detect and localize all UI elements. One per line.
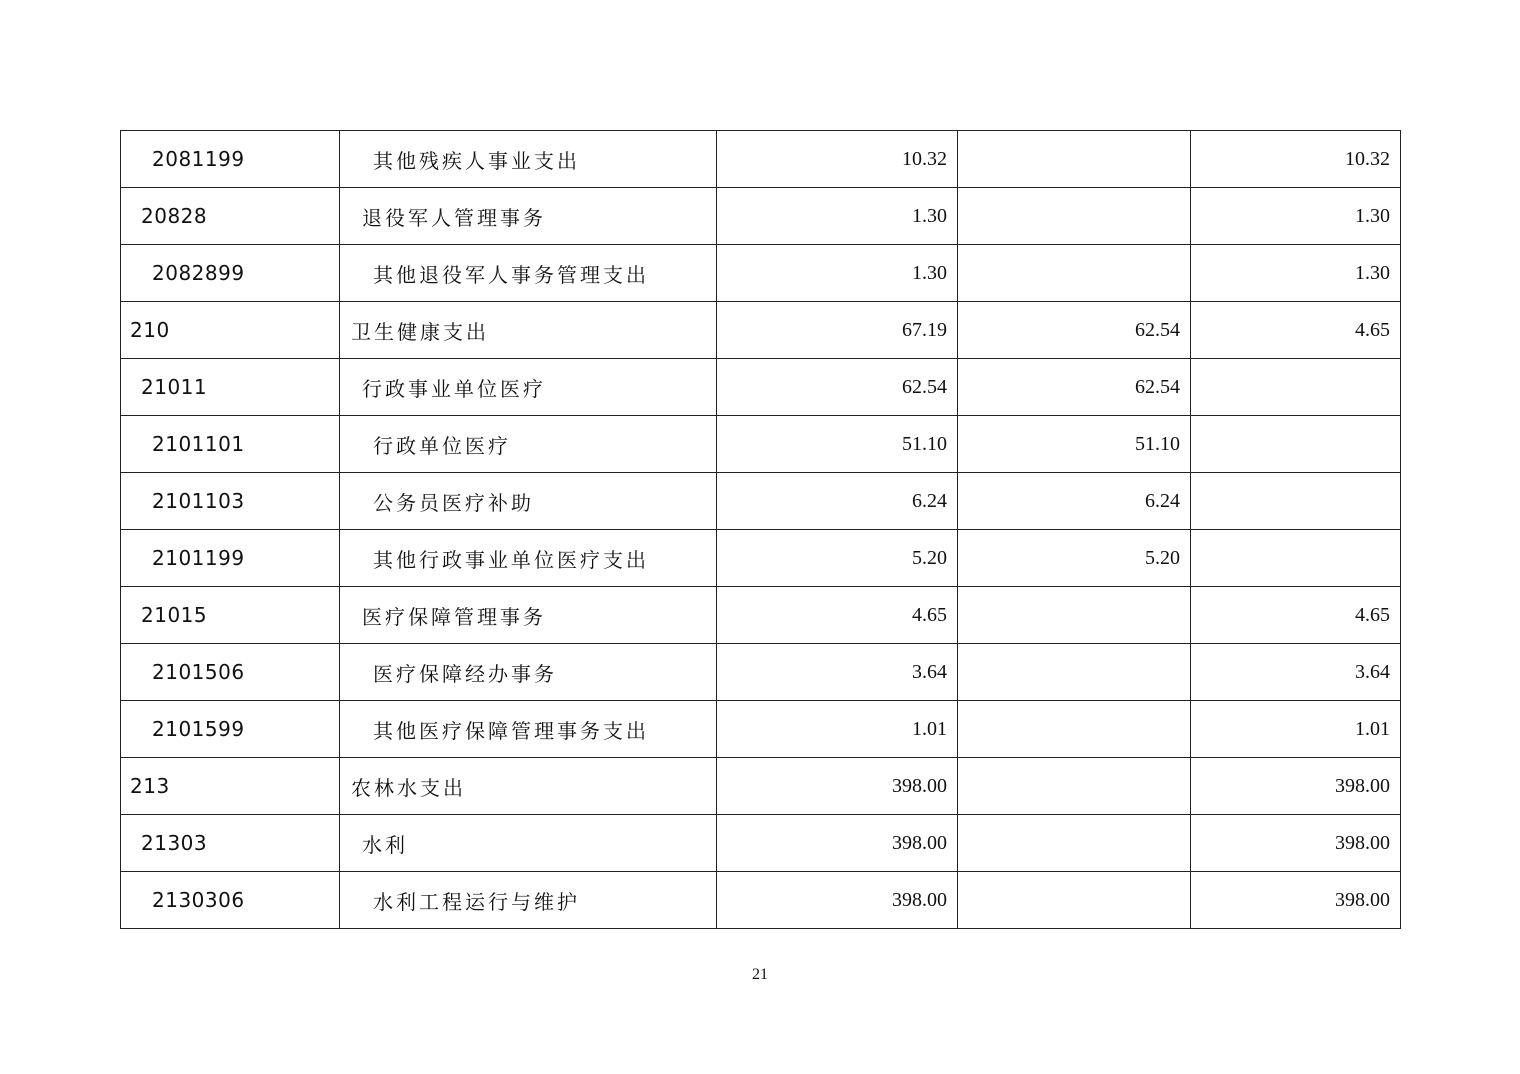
total-amount-cell: 6.24 [717, 473, 958, 530]
subject-code-cell: 2101506 [121, 644, 340, 701]
project-expenditure-cell: 3.64 [1191, 644, 1401, 701]
table-row [121, 473, 1401, 530]
subject-name-cell: 卫生健康支出 [340, 302, 717, 359]
project-expenditure-cell: 4.65 [1191, 302, 1401, 359]
table-row [121, 302, 1401, 359]
basic-expenditure-cell [958, 701, 1191, 758]
project-expenditure-cell [1191, 359, 1401, 416]
total-amount-cell: 398.00 [717, 758, 958, 815]
subject-name-cell: 公务员医疗补助 [340, 473, 717, 530]
subject-name-cell: 行政事业单位医疗 [340, 359, 717, 416]
project-expenditure-cell: 1.30 [1191, 245, 1401, 302]
table-row [121, 701, 1401, 758]
subject-code-cell: 21015 [121, 587, 340, 644]
table-row [121, 872, 1401, 929]
basic-expenditure-cell: 62.54 [958, 359, 1191, 416]
subject-name-cell: 其他医疗保障管理事务支出 [340, 701, 717, 758]
subject-code-cell: 21303 [121, 815, 340, 872]
table-row [121, 245, 1401, 302]
total-amount-cell: 1.30 [717, 188, 958, 245]
total-amount-cell: 62.54 [717, 359, 958, 416]
subject-code-cell: 2081199 [121, 131, 340, 188]
table-row [121, 131, 1401, 188]
subject-name-cell: 行政单位医疗 [340, 416, 717, 473]
project-expenditure-cell [1191, 530, 1401, 587]
total-amount-cell: 1.30 [717, 245, 958, 302]
total-amount-cell: 5.20 [717, 530, 958, 587]
total-amount-cell: 1.01 [717, 701, 958, 758]
basic-expenditure-cell: 51.10 [958, 416, 1191, 473]
subject-code-cell: 2130306 [121, 872, 340, 929]
subject-name-cell: 农林水支出 [340, 758, 717, 815]
project-expenditure-cell [1191, 416, 1401, 473]
table-body [121, 131, 1401, 929]
subject-code-cell: 2101599 [121, 701, 340, 758]
project-expenditure-cell: 398.00 [1191, 872, 1401, 929]
table-row [121, 815, 1401, 872]
basic-expenditure-cell [958, 758, 1191, 815]
subject-code-cell: 2082899 [121, 245, 340, 302]
table-row [121, 530, 1401, 587]
table-row [121, 644, 1401, 701]
project-expenditure-cell: 398.00 [1191, 758, 1401, 815]
basic-expenditure-cell: 5.20 [958, 530, 1191, 587]
subject-code-cell: 2101199 [121, 530, 340, 587]
basic-expenditure-cell [958, 587, 1191, 644]
subject-name-cell: 水利 [340, 815, 717, 872]
subject-name-cell: 水利工程运行与维护 [340, 872, 717, 929]
subject-name-cell: 退役军人管理事务 [340, 188, 717, 245]
total-amount-cell: 10.32 [717, 131, 958, 188]
subject-code-cell: 210 [121, 302, 340, 359]
total-amount-cell: 3.64 [717, 644, 958, 701]
page-number: 21 [752, 966, 768, 983]
subject-code-cell: 213 [121, 758, 340, 815]
table-row [121, 587, 1401, 644]
basic-expenditure-cell [958, 872, 1191, 929]
basic-expenditure-cell: 62.54 [958, 302, 1191, 359]
subject-code-cell: 21011 [121, 359, 340, 416]
basic-expenditure-cell [958, 188, 1191, 245]
subject-name-cell: 其他残疾人事业支出 [340, 131, 717, 188]
budget-expenditure-table [120, 130, 1401, 929]
total-amount-cell: 4.65 [717, 587, 958, 644]
total-amount-cell: 398.00 [717, 872, 958, 929]
project-expenditure-cell: 10.32 [1191, 131, 1401, 188]
basic-expenditure-cell [958, 245, 1191, 302]
table-row [121, 758, 1401, 815]
basic-expenditure-cell [958, 131, 1191, 188]
basic-expenditure-cell: 6.24 [958, 473, 1191, 530]
project-expenditure-cell: 398.00 [1191, 815, 1401, 872]
table-row [121, 359, 1401, 416]
subject-code-cell: 2101103 [121, 473, 340, 530]
subject-code-cell: 20828 [121, 188, 340, 245]
total-amount-cell: 67.19 [717, 302, 958, 359]
table-row [121, 416, 1401, 473]
table-row [121, 188, 1401, 245]
basic-expenditure-cell [958, 815, 1191, 872]
project-expenditure-cell: 1.30 [1191, 188, 1401, 245]
subject-name-cell: 其他行政事业单位医疗支出 [340, 530, 717, 587]
subject-name-cell: 医疗保障经办事务 [340, 644, 717, 701]
subject-code-cell: 2101101 [121, 416, 340, 473]
project-expenditure-cell [1191, 473, 1401, 530]
subject-name-cell: 其他退役军人事务管理支出 [340, 245, 717, 302]
basic-expenditure-cell [958, 644, 1191, 701]
project-expenditure-cell: 4.65 [1191, 587, 1401, 644]
project-expenditure-cell: 1.01 [1191, 701, 1401, 758]
total-amount-cell: 51.10 [717, 416, 958, 473]
subject-name-cell: 医疗保障管理事务 [340, 587, 717, 644]
total-amount-cell: 398.00 [717, 815, 958, 872]
